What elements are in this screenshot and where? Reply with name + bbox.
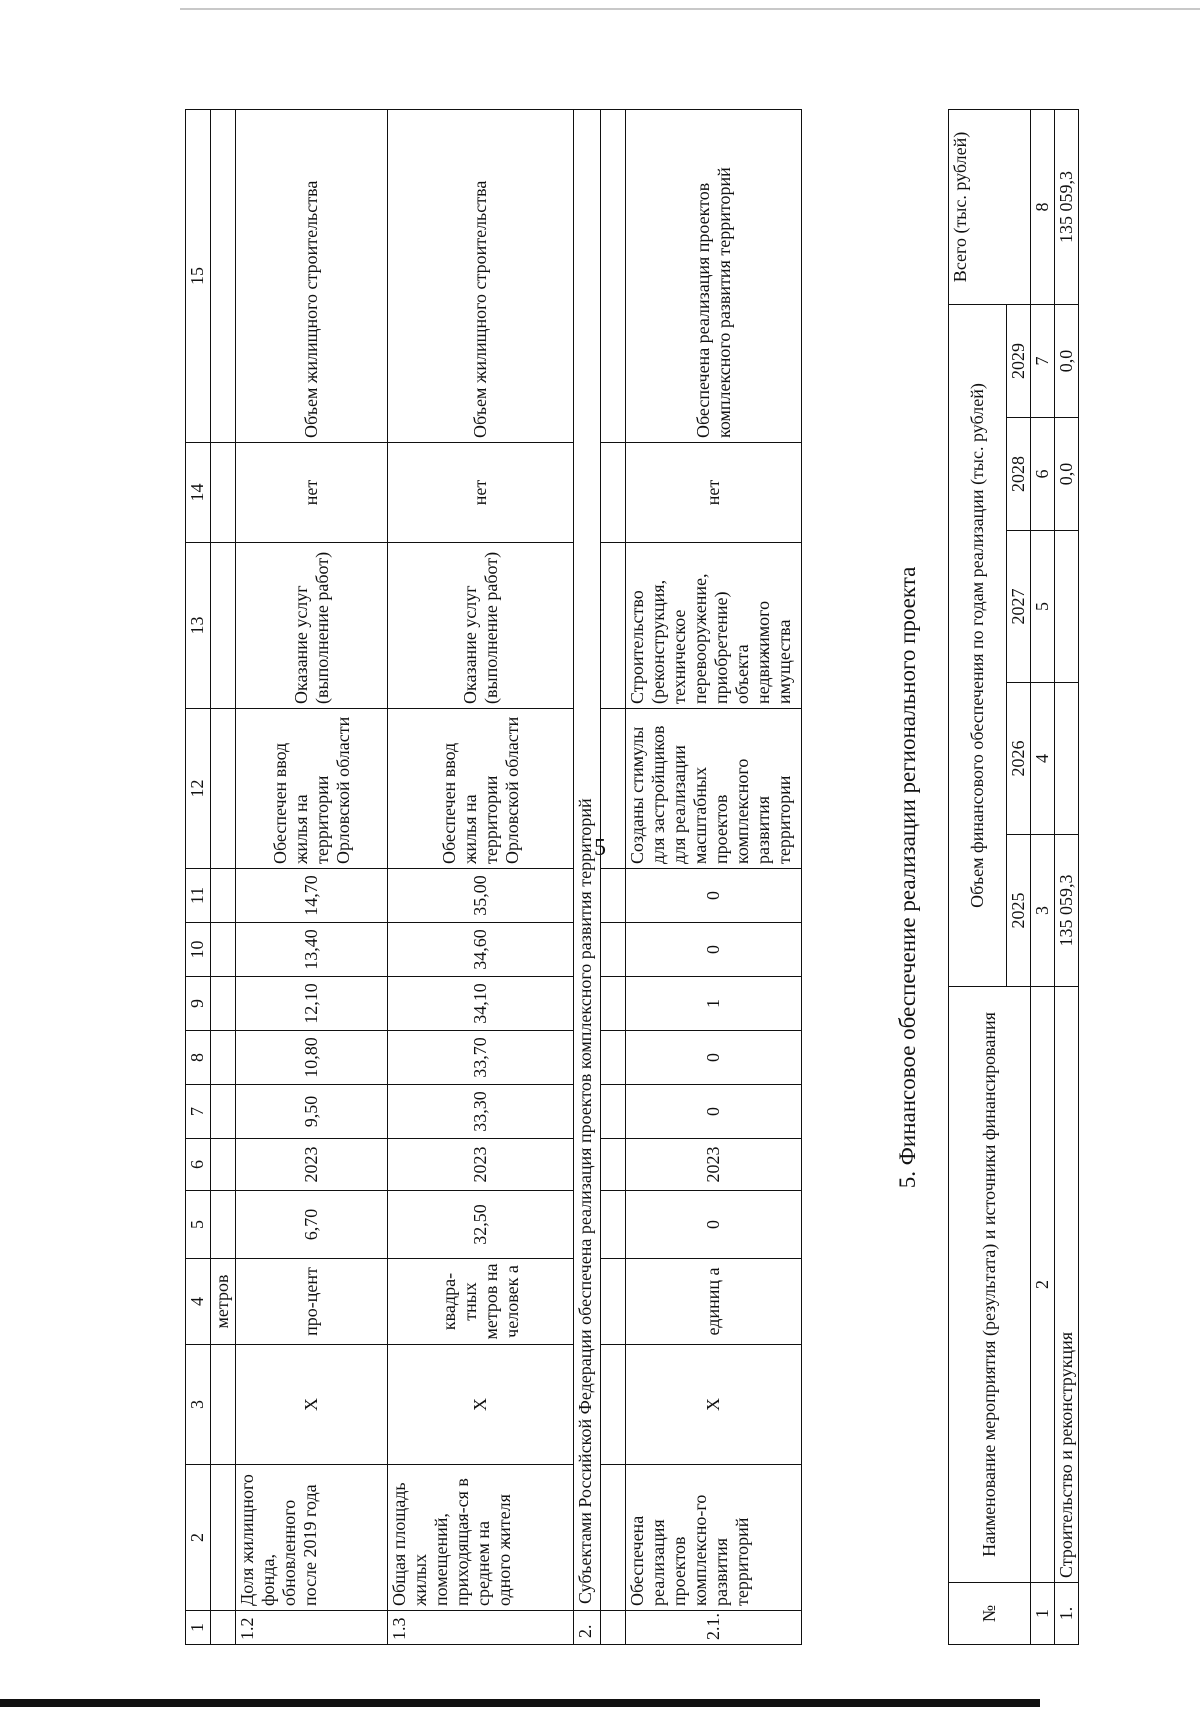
column-number: 6 — [186, 1139, 211, 1191]
column-number: 7 — [1031, 304, 1055, 417]
flag: нет — [626, 443, 802, 543]
value-2026: 10,80 — [236, 1031, 388, 1085]
base-year: 2023 — [236, 1139, 388, 1191]
base-year: 2023 — [388, 1139, 574, 1191]
value-2025: 33,30 — [388, 1085, 574, 1139]
unit: квадра-тных метров на человек а — [388, 1259, 574, 1345]
column-number: 10 — [186, 923, 211, 977]
year-2026: 2026 — [1007, 683, 1031, 835]
cell-x: X — [236, 1345, 388, 1465]
indicator-name: Обеспечена реализация проектов комплексно-го развития территорий — [626, 1465, 802, 1611]
page-number: 5 — [594, 835, 606, 861]
table-row — [236, 110, 388, 1645]
row-total: 135 059,3 — [1055, 109, 1079, 304]
result-description: Обеспечен ввод жилья на территории Орловской области — [388, 709, 574, 869]
header-name: Наименование мероприятия (результата) и источники финансирования — [949, 987, 1031, 1583]
column-number: 12 — [186, 709, 211, 869]
year-2025: 2025 — [1007, 835, 1031, 987]
financing-table — [948, 109, 1079, 1645]
column-number: 2 — [1031, 987, 1055, 1583]
rotated-page-content — [185, 110, 1076, 1645]
column-number: 7 — [186, 1085, 211, 1139]
row-number: 1.3 — [388, 1611, 574, 1645]
year-2027: 2027 — [1007, 531, 1031, 683]
row-number: 2.1. — [626, 1611, 802, 1645]
result-type: Оказание услуг (выполнение работ) — [236, 543, 388, 709]
scan-edge-line — [180, 8, 1200, 10]
indicator-name: Общая площадь жилых помещений, приходящая-ся в среднем на одного жителя — [388, 1465, 574, 1611]
section-5-title: 5. Финансовое обеспечение реализации регионального проекта — [895, 566, 920, 1189]
row-number: 1.2 — [236, 1611, 388, 1645]
value-2027: 34,10 — [388, 977, 574, 1031]
value-2027: 12,10 — [236, 977, 388, 1031]
column-number: 9 — [186, 977, 211, 1031]
value-2026: 0 — [626, 1031, 802, 1085]
column-number: 4 — [186, 1259, 211, 1345]
result-type: Строительство (реконструкция, техническое перевооружение, приобретение) объекта недвижимого имущества — [626, 543, 802, 709]
table-row — [388, 110, 574, 1645]
base-value: 6,70 — [236, 1191, 388, 1259]
value-2028: 0,0 — [1055, 418, 1079, 531]
column-number: 5 — [1031, 531, 1055, 683]
value-2027: 1 — [626, 977, 802, 1031]
row-number: 1. — [1055, 1583, 1079, 1645]
value-2028: 0 — [626, 923, 802, 977]
unit: единиц а — [626, 1259, 802, 1345]
base-year: 2023 — [626, 1139, 802, 1191]
value-2029: 35,00 — [388, 869, 574, 923]
base-value: 0 — [626, 1191, 802, 1259]
characteristic: Объем жилищного строительства — [236, 110, 388, 443]
header-num: № — [949, 1583, 1031, 1645]
header-row — [949, 109, 1007, 1644]
value-2025: 0 — [626, 1085, 802, 1139]
continuation-row — [211, 110, 236, 1645]
column-number: 1 — [1031, 1583, 1055, 1645]
value-2029: 14,70 — [236, 869, 388, 923]
column-number: 2 — [186, 1465, 211, 1611]
column-number: 6 — [1031, 418, 1055, 531]
header-total: Всего (тыс. рублей) — [949, 109, 1031, 304]
value-2026: 33,70 — [388, 1031, 574, 1085]
value-2026 — [1055, 683, 1079, 835]
column-number: 3 — [186, 1345, 211, 1465]
scan-edge-line — [0, 1699, 1040, 1707]
value-2025: 9,50 — [236, 1085, 388, 1139]
header-volume: Объем финансового обеспечения по годам реализации (тыс. рублей) — [949, 304, 1007, 986]
row-name: Строительство и реконструкция — [1055, 987, 1079, 1583]
cell-x: X — [626, 1345, 802, 1465]
result-description: Созданы стимулы для застройщиков для реализации масштабных проектов комплексного развития территории — [626, 709, 802, 869]
indicator-name: Доля жилищного фонда, обновленного после 2019 года — [236, 1465, 388, 1611]
result-description: Обеспечен ввод жилья на территории Орловской области — [236, 709, 388, 869]
characteristic: Объем жилищного строительства — [388, 110, 574, 443]
value-2027 — [1055, 531, 1079, 683]
column-number: 13 — [186, 543, 211, 709]
column-number: 8 — [186, 1031, 211, 1085]
value-2028: 34,60 — [388, 923, 574, 977]
year-2028: 2028 — [1007, 418, 1031, 531]
column-number: 8 — [1031, 109, 1055, 304]
column-number: 11 — [186, 869, 211, 923]
flag: нет — [236, 443, 388, 543]
column-number: 4 — [1031, 683, 1055, 835]
characteristic: Обеспечена реализация проектов комплексного развития территорий — [626, 110, 802, 443]
section-row — [574, 110, 601, 1645]
column-number-row — [1031, 109, 1055, 1644]
column-number: 15 — [186, 110, 211, 443]
cell-x: X — [388, 1345, 574, 1465]
column-number: 14 — [186, 443, 211, 543]
value-2029: 0 — [626, 869, 802, 923]
flag: нет — [388, 443, 574, 543]
column-number-row — [186, 110, 211, 1645]
value-2028: 13,40 — [236, 923, 388, 977]
section-title: Субъектами Российской Федерации обеспечена реализация проектов комплексного развития территорий — [574, 110, 601, 1611]
section-number: 2. — [574, 1611, 601, 1645]
continuation-unit: метров — [211, 1259, 236, 1345]
column-number: 3 — [1031, 835, 1055, 987]
year-2029: 2029 — [1007, 304, 1031, 417]
spacer-row — [601, 110, 626, 1645]
column-number: 5 — [186, 1191, 211, 1259]
table-row — [626, 110, 802, 1645]
value-2029: 0,0 — [1055, 304, 1079, 417]
unit: про-цент — [236, 1259, 388, 1345]
value-2025: 135 059,3 — [1055, 835, 1079, 987]
column-number: 1 — [186, 1611, 211, 1645]
base-value: 32,50 — [388, 1191, 574, 1259]
table-row — [1055, 109, 1079, 1644]
result-type: Оказание услуг (выполнение работ) — [388, 543, 574, 709]
results-table — [185, 109, 802, 1645]
